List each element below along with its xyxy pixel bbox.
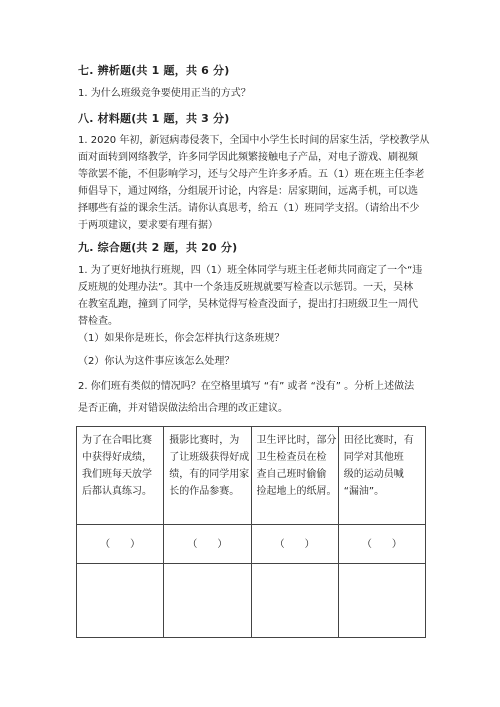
cell-line: “漏油”。 [343, 486, 385, 497]
text-line: 反班规的处理办法”。其中一个条违反班规就要写检查以示惩罚。一天，吴林 [78, 282, 414, 293]
situation-table [76, 426, 426, 638]
answer-blank[interactable]: （ ） [338, 525, 425, 564]
cell-line: 摄影比赛时，为 [169, 435, 240, 446]
table-row [77, 564, 426, 638]
section-9-title: 九. 综合题(共 2 题，共 20 分) [78, 241, 238, 254]
cell-line: 捡起地上的纸屑。 [256, 486, 337, 497]
situation-cell [77, 427, 164, 525]
situation-cell [164, 427, 251, 525]
section-9-question-1-sub-1: （1）如果你是班长，你会怎样执行这条班规？ [78, 333, 285, 344]
cell-line: 绩，有的同学用家 [169, 469, 250, 480]
answer-blank[interactable]: （ ） [77, 525, 164, 564]
text-line: 替检查。 [78, 316, 118, 327]
suggestion-cell[interactable] [77, 564, 164, 638]
text-line: 1. 为了更好地执行班规，四（1）班全体同学与班主任老师共同商定了一个“违 [78, 265, 423, 276]
cell-line: 级的运动员喊 [343, 469, 404, 480]
text-line: 1. 2020 年初，新冠病毒侵袭下，全国中小学生长时间的居家生活，学校教学从 [78, 135, 430, 146]
section-8-question-1 [78, 132, 429, 234]
text-line: 2. 你们班有类似的情况吗？在空格里填写 “有” 或者 “没有” 。分析上述做法 [78, 381, 415, 392]
suggestion-cell[interactable] [338, 564, 425, 638]
cell-line: 我们班每天放学 [82, 469, 152, 480]
cell-line: 查自己班时偷偷 [256, 469, 327, 480]
text-line: 于两项建议，要求要有理有据） [78, 220, 218, 231]
cell-line: 了让班级获得好成 [169, 452, 250, 463]
text-line: 等欲罢不能，不但影响学习，还与父母产生许多矛盾。五（1）班在班主任李老 [78, 169, 425, 180]
answer-blank[interactable]: （ ） [164, 525, 251, 564]
suggestion-cell[interactable] [251, 564, 338, 638]
text-line: 择哪些有益的课余生活。请你认真思考，给五（1）班同学支招。（请给出不少 [78, 203, 420, 214]
cell-line: 田径比赛时，有 [343, 435, 414, 446]
section-7-title: 七. 辨析题(共 1 题，共 6 分) [78, 64, 230, 77]
cell-line: 后都认真练习。 [82, 486, 152, 497]
text-line: 在教室乱跑，撞到了同学，吴林觉得写检查没面子，提出打扫班级卫生一周代 [78, 299, 418, 310]
cell-line: 卫生检查员在检 [256, 452, 327, 463]
cell-line: 为了在合唱比赛 [82, 435, 152, 446]
cell-line: 卫生评比时，部分 [256, 435, 337, 446]
cell-line: 同学对其他班 [343, 452, 404, 463]
situation-cell [338, 427, 425, 525]
table-row [77, 525, 426, 564]
situation-cell [251, 427, 338, 525]
section-8-title: 八. 材料题(共 1 题，共 3 分) [78, 112, 230, 125]
suggestion-cell[interactable] [164, 564, 251, 638]
text-line: 师倡导下，通过网络，分组展开讨论，内容是：居家期间，远离手机，可以选 [78, 186, 418, 197]
cell-line: 长的作品参赛。 [169, 486, 240, 497]
section-7-question-1: 1. 为什么班级竞争要使用正当的方式？ [78, 88, 251, 99]
table-row [77, 427, 426, 525]
section-9-question-1 [78, 262, 422, 330]
text-line: 面对面转到网络教学，许多同学因此频繁接触电子产品，对电子游戏、刷视频 [78, 152, 418, 163]
answer-blank[interactable]: （ ） [251, 525, 338, 564]
section-9-question-2 [78, 376, 414, 420]
text-line: 是否正确，并对错误做法给出合理的改正建议。 [78, 403, 288, 414]
section-9-question-1-sub-2: （2）你认为这件事应该怎么处理？ [78, 356, 235, 367]
cell-line: 中获得好成绩， [82, 452, 152, 463]
